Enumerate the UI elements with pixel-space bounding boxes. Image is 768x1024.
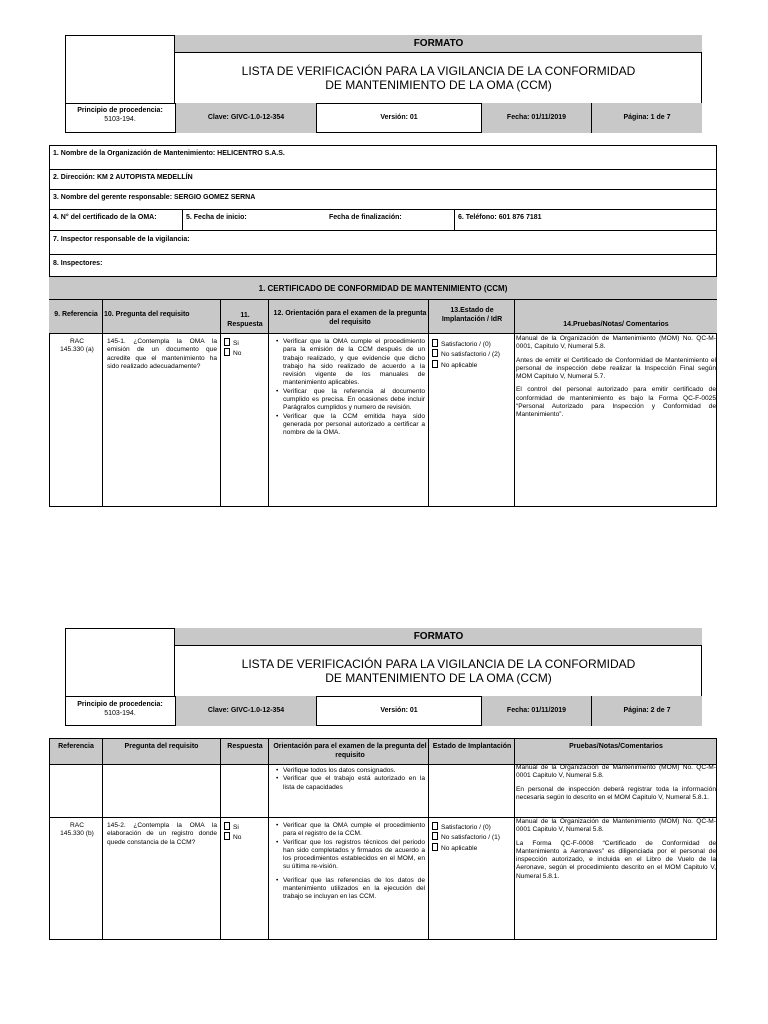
fecha-inicio-label: 5. Fecha de inicio:: [186, 214, 247, 221]
option-no-label: No: [233, 834, 242, 842]
orient-item: • Verificar que la OMA cumple el procedimiento para la emisión de la CCM después de un trabajo realizado, y que evidencie que dicho trabajo ha sido realizado de acuerdo a la revisión vigente de los manuales de mantenimiento aplicables.: [283, 338, 425, 388]
th-estado: 13.Estado de Implantación / IdR: [441, 307, 503, 323]
orient-item: • Verificar que las referencias de los datos de mantenimiento utilizados en la ejecución del trabajo se incluyan en las CCM.: [283, 877, 425, 902]
inspector-responsable: 7. Inspector responsable de la vigilancia:: [53, 236, 190, 243]
pruebas-paragraph: El control del personal autorizado para emitir certificado de conformidad de mantenimiento es bajo la Forma QC-F-0025 “Personal Autorizado para Inspección y Conformidad de Mantenimiento”.: [516, 386, 716, 419]
option-no-satisfactorio[interactable]: [432, 349, 514, 359]
col-line: [514, 300, 515, 507]
title-line-2: DE MANTENIMIENTO DE LA OMA (CCM): [325, 671, 552, 685]
th-pruebas: Pruebas/Notas/Comentarios: [569, 743, 663, 750]
row1-estado: [432, 339, 514, 370]
cont-orientacion: [275, 767, 425, 792]
col-line: [268, 300, 269, 507]
principio-cell: [65, 700, 175, 718]
checkbox-icon: [432, 832, 438, 840]
version-cell: Versión: 01: [317, 103, 482, 133]
col-line: [220, 300, 221, 507]
option-label: No satisfactorio / (2): [441, 351, 500, 359]
pagina-cell: Página: 2 de 7: [592, 696, 702, 726]
th-pregunta: Pregunta del requisito: [124, 743, 199, 750]
gerente: 3. Nombre del gerente responsable: SERGIO GOMEZ SERNA: [53, 194, 256, 201]
row-line: [49, 169, 717, 170]
fecha-fin-label: Fecha de finalización:: [329, 214, 402, 221]
principio-cell: [65, 106, 175, 124]
clave-cell: Clave: GIVC-1.0-12-354: [175, 103, 317, 133]
option-no-aplicable[interactable]: [432, 843, 514, 853]
pruebas-paragraph: La Forma QC-F-0008 “Certificado de Conformidad de Mantenimiento a Aeronaves” es diligenciada por el personal de inspección autorizado, e incluida en el Libro de Vuelo de la Aeronave, según el procedimiento descrito en el MOM Capitulo V, Numeral 5.8.1.: [516, 839, 716, 880]
pruebas-paragraph: En personal de inspección deberá registrar toda la información necesaria según lo descrito en el MOM Capitulo V, Numeral 5.8.1.: [516, 785, 716, 801]
orient-item: • Verifique todos los datos consignados.: [283, 767, 425, 775]
row1-referencia: RAC 145.330 (a): [60, 338, 94, 354]
option-si-label: Si: [233, 340, 239, 347]
option-si[interactable]: [224, 338, 268, 348]
cont-pruebas: [516, 764, 716, 802]
orient-item: • Verificar que la CCM emitida haya sido generada por personal autorizado a certificar a nombre de la OMA.: [283, 413, 425, 438]
pruebas-paragraph: Manual de la Organización de Mantenimiento (MOM) No. QC-M-0001 Capitulo V, Numeral 5.8.: [516, 764, 716, 780]
certificado-label: 4. N° del certificado de la OMA:: [53, 214, 157, 221]
version-cell: Versión: 01: [317, 696, 482, 726]
option-no[interactable]: [224, 348, 268, 358]
row1-pruebas: [516, 335, 716, 425]
checkbox-icon: [224, 832, 230, 840]
orient-item: • Verificar que la referencia al documento cumplido es precisa. En ocasiones debe incluir Parágrafos cumplidos y numero de revisión.: [283, 388, 425, 413]
th-orientacion: Orientación para el examen de la pregunta del requisito: [273, 743, 427, 759]
row2-referencia: RAC 145.330 (b): [60, 822, 94, 838]
formato-label: FORMATO: [175, 628, 702, 646]
orient-item: • Verificar que el trabajo está autorizado en la lista de capacidades: [283, 775, 425, 792]
row2-estado: [432, 822, 514, 853]
option-label: No aplicable: [441, 361, 478, 369]
checkbox-icon: [432, 360, 438, 368]
option-label: No aplicable: [441, 844, 478, 852]
option-no-aplicable[interactable]: [432, 360, 514, 370]
row-line: [49, 254, 717, 255]
org-name: 1. Nombre de la Organización de Mantenimiento: HELICENTRO S.A.S.: [53, 150, 285, 157]
principio-value: 5103-194.: [104, 116, 136, 123]
pagina-cell: Página: 1 de 7: [592, 103, 702, 133]
row2-respuesta: [224, 822, 268, 843]
th-referencia: 9. Referencia: [54, 311, 98, 318]
checkbox-icon: [224, 348, 230, 356]
pruebas-paragraph: Antes de emitir el Certificado de Conformidad de Mantenimiento el personal de inspección debe realizar la Inspección Final según MOM Capitulo V, Numeral 5.7.: [516, 356, 716, 381]
checkbox-icon: [432, 339, 438, 347]
orient-item: • Verificar que la OMA cumple el procedimiento para el registro de la CCM.: [283, 822, 425, 839]
row-line: [49, 189, 717, 190]
row1-orientacion: [275, 338, 425, 438]
option-si-label: Si: [233, 824, 239, 831]
option-satisfactorio[interactable]: [432, 822, 514, 832]
th-respuesta: Respuesta: [227, 743, 263, 750]
title-line-2: DE MANTENIMIENTO DE LA OMA (CCM): [325, 78, 552, 92]
logo-cell: [65, 628, 175, 696]
checkbox-icon: [224, 338, 230, 346]
option-label: Satisfactorio / (0): [441, 341, 491, 348]
orient-item: • Verificar que los registros técnicos del periodo han sido completados y firmados de acuerdo a los procedimientos establecidos en el MOM, en su última re-visión.: [283, 839, 425, 872]
title-line-1: LISTA DE VERIFICACIÓN PARA LA VIGILANCIA DE LA CONFORMIDAD: [241, 657, 636, 671]
option-label: No satisfactorio / (1): [441, 834, 500, 842]
col-line: [428, 739, 429, 940]
th-estado: Estado de Implantación: [432, 743, 512, 750]
fecha-cell: Fecha: 01/11/2019: [482, 103, 592, 133]
checkbox-icon: [432, 843, 438, 851]
col-line: [102, 300, 103, 507]
th-pregunta: 10. Pregunta del requisito: [104, 311, 190, 318]
telefono: 6. Teléfono: 601 876 7181: [458, 214, 542, 221]
inspectores: 8. Inspectores:: [53, 260, 103, 267]
col-line: [220, 739, 221, 940]
clave-cell: Clave: GIVC-1.0-12-354: [175, 696, 317, 726]
option-satisfactorio[interactable]: [432, 339, 514, 349]
row1-respuesta: [224, 338, 268, 359]
row-line: [49, 230, 717, 231]
principio-value: 5103-194.: [104, 710, 136, 717]
formato-label: FORMATO: [175, 35, 702, 53]
col-line: [102, 739, 103, 940]
col-line: [268, 739, 269, 940]
principio-label: Principio de procedencia:: [77, 107, 163, 114]
option-no-satisfactorio[interactable]: [432, 832, 514, 842]
pruebas-paragraph: Manual de la Organización de Mantenimiento (MOM) No. QC-M-0001 Capitulo V, Numeral 5.8.: [516, 818, 716, 834]
option-si[interactable]: [224, 822, 268, 832]
title-line-1: LISTA DE VERIFICACIÓN PARA LA VIGILANCIA DE LA CONFORMIDAD: [241, 64, 636, 78]
th-referencia: Referencia: [58, 743, 94, 750]
document-title: [175, 64, 702, 92]
row1-pregunta: 145-1. ¿Contempla la OMA la emisión de un documento que acredite que el mantenimiento ha sido realizado adecuadamente?: [107, 338, 217, 370]
th-orientacion: 12. Orientación para el examen de la pregunta del requisito: [273, 310, 427, 326]
pruebas-paragraph: Manual de la Organización de Mantenimiento (MOM) No. QC-M-0001, Capitulo V, Numeral 5.8.: [516, 335, 716, 351]
section-title: 1. CERTIFICADO DE CONFORMIDAD DE MANTENIMIENTO (CCM): [49, 276, 717, 300]
col-line: [514, 739, 515, 940]
principio-label: Principio de procedencia:: [77, 701, 163, 708]
row-line: [49, 209, 717, 210]
row2-pregunta: 145-2. ¿Contempla la OMA la elaboración de un registro donde quede constancia de la CCM?: [107, 822, 217, 846]
option-no-label: No: [233, 350, 242, 358]
option-no[interactable]: [224, 832, 268, 842]
checkbox-icon: [432, 822, 438, 830]
checkbox-icon: [224, 822, 230, 830]
row2-orientacion: [275, 822, 425, 902]
col-line: [428, 300, 429, 507]
logo-cell: [65, 35, 175, 103]
row2-pruebas: [516, 818, 716, 886]
checkbox-icon: [432, 349, 438, 357]
option-label: Satisfactorio / (0): [441, 824, 491, 831]
document-title: [175, 657, 702, 685]
th-pruebas: 14.Pruebas/Notas/ Comentarios: [563, 321, 669, 328]
direccion: 2. Dirección: KM 2 AUTOPISTA MEDELLÍN: [53, 174, 193, 181]
th-respuesta: 11. Respuesta: [227, 312, 263, 328]
fecha-cell: Fecha: 01/11/2019: [482, 696, 592, 726]
